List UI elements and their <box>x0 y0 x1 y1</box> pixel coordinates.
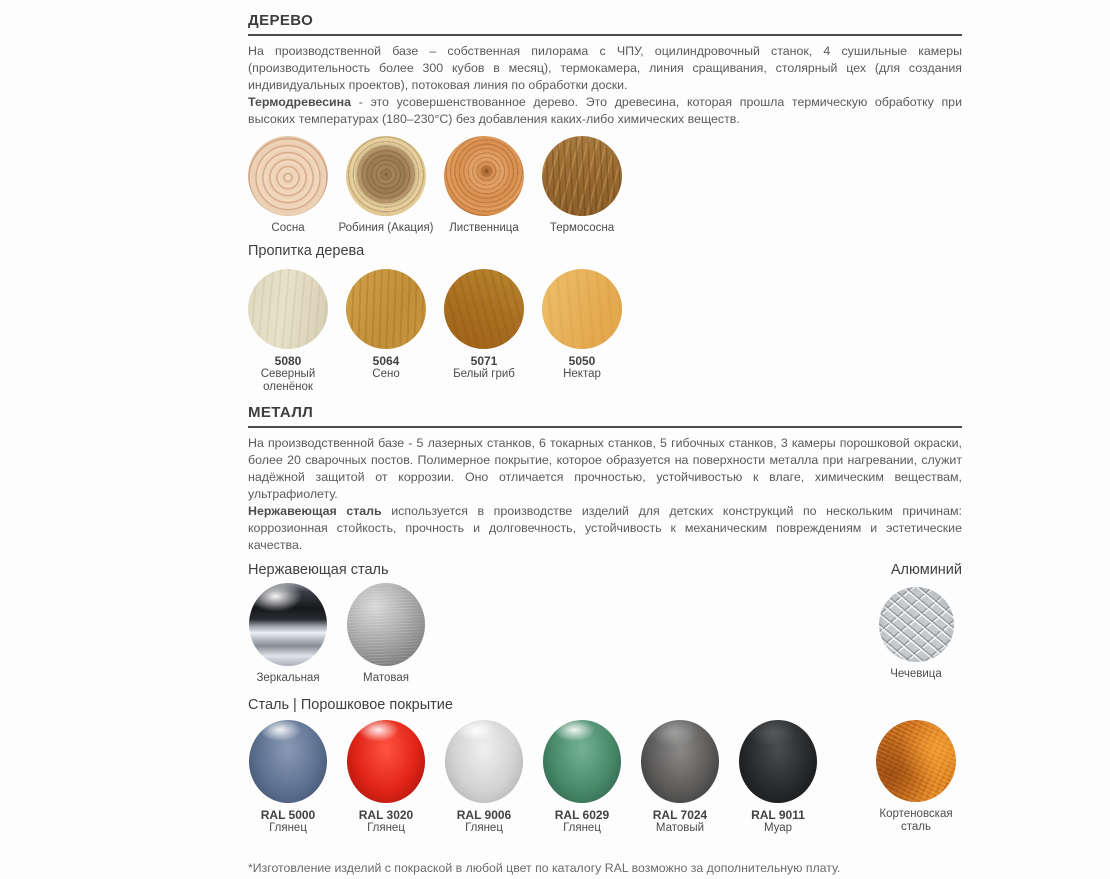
impregnation-swatch-5064 <box>337 269 435 381</box>
ral-3020-code: RAL 3020 <box>358 808 414 822</box>
matte-steel-sphere <box>347 583 425 666</box>
stainless-swatch-matte <box>337 583 435 685</box>
ral-6029-finish: Глянец <box>563 822 601 834</box>
ral-3020-finish: Глянец <box>367 822 405 834</box>
thermopine-slice-swatch <box>542 136 622 216</box>
ral-9011-finish: Муар <box>763 822 793 834</box>
powder-swatch-row <box>239 720 962 835</box>
ral-9006-sphere <box>445 720 523 803</box>
wood-swatch-robinia <box>337 136 435 235</box>
ral-5000-code: RAL 5000 <box>260 808 316 822</box>
ral-5000-finish: Глянец <box>269 822 307 834</box>
larch-slice-swatch <box>444 136 524 216</box>
ral-3020-sphere <box>347 720 425 803</box>
ral-9011-code: RAL 9011 <box>751 808 805 822</box>
thermowood-definition: - это усовершенствованное дерево. Это древесина, которая прошла термическую обработку при высоких температурах (180–230°С) без добавления каких-либо химических веществ. <box>248 95 962 126</box>
metal-paragraph-1: На производственной базе - 5 лазерных станков, 6 токарных станков, 5 гибочных станков, 3 камеры порошковой окраски, более 20 сварочных постов. Полимерное покрытие, которое образуется на поверхности металла при нагревании, служит надёжной защитой от коррозии. Оно отличается прочностью, устойчивостью к влаге, химическим веществам, ультрафиолету. <box>248 436 962 501</box>
aluminum-title: Алюминий <box>890 562 962 578</box>
stain-5064-swatch <box>346 269 426 349</box>
mirror-steel-sphere <box>249 583 327 666</box>
stain-5050-code: 5050 <box>568 354 596 368</box>
impregnation-title: Пропитка дерева <box>248 243 365 259</box>
wood-swatch-thermopine <box>533 136 631 235</box>
ral-9006-cell <box>435 720 533 835</box>
robinia-label: Робиния (Акация) <box>338 222 434 234</box>
powder-coating-title: Сталь | Порошковое покрытие <box>248 697 453 713</box>
wood-swatch-larch <box>435 136 533 235</box>
wood-paragraph-1: На производственной базе – собственная пилорама с ЧПУ, оцилиндровочный станок, 4 сушильные камеры (производительность более 300 кубов в месяц), термокамера, линия сращивания, столярный цех (для создания индивидуальных проектов), потоковая линия по обработки доски. <box>248 44 962 92</box>
metal-paragraph-2 <box>248 503 962 554</box>
ral-7024-sphere <box>641 720 719 803</box>
wood-section-text <box>248 43 962 128</box>
ral-9006-finish: Глянец <box>465 822 503 834</box>
ral-3020-cell <box>337 720 435 835</box>
ral-9011-sphere <box>739 720 817 803</box>
impregnation-swatch-5050 <box>533 269 631 381</box>
stainless-definition: используется в производстве изделий для детских конструкций по нескольким причинам: коррозионная стойкость, прочность и долговечность, устойчивость к механическим повреждениям и эстетические качества. <box>248 504 963 552</box>
ral-7024-finish: Матовый <box>655 822 705 834</box>
ral-7024-code: RAL 7024 <box>652 808 708 822</box>
stain-5050-swatch <box>542 269 622 349</box>
ral-9011-cell <box>729 720 827 835</box>
stain-5064-code: 5064 <box>372 354 400 368</box>
stain-5071-code: 5071 <box>470 354 498 368</box>
ral-6029-cell <box>533 720 631 835</box>
ral-7024-cell <box>631 720 729 835</box>
thermowood-term: Термодревесина <box>248 95 352 109</box>
mirror-steel-label: Зеркальная <box>256 672 320 684</box>
aluminum-swatch-cell <box>872 583 960 681</box>
impregnation-swatch-5080 <box>239 269 337 394</box>
stain-5080-name: Северный оленёнок <box>260 368 316 393</box>
ral-footnote: *Изготовление изделий с покраской в любой цвет по каталогу RAL возможно за дополнительную плату. <box>248 861 841 875</box>
corten-steel-cell <box>872 720 960 834</box>
wood-paragraph-2 <box>248 94 962 128</box>
content-column <box>248 0 962 875</box>
pine-label: Сосна <box>271 222 305 234</box>
wood-swatch-pine <box>239 136 337 235</box>
impregnation-swatch-5071 <box>435 269 533 381</box>
stainless-steel-title: Нержавеющая сталь <box>248 562 389 578</box>
metal-subheadings-row <box>248 562 962 578</box>
corten-steel-swatch <box>876 720 956 802</box>
stainless-swatch-mirror <box>239 583 337 685</box>
stain-5071-swatch <box>444 269 524 349</box>
ral-5000-sphere <box>249 720 327 803</box>
checker-plate-swatch <box>879 587 954 662</box>
ral-6029-code: RAL 6029 <box>554 808 610 822</box>
stain-5080-code: 5080 <box>274 354 302 368</box>
ral-9006-code: RAL 9006 <box>456 808 512 822</box>
impregnation-swatch-row <box>239 269 962 394</box>
stain-5071-name: Белый гриб <box>453 368 515 380</box>
stain-5050-name: Нектар <box>563 368 601 380</box>
wood-section-title: ДЕРЕВО <box>248 12 962 36</box>
matte-steel-label: Матовая <box>363 672 409 684</box>
corten-steel-label: Кортеновская сталь <box>879 808 953 833</box>
checker-plate-label: Чечевица <box>890 668 942 680</box>
stain-5080-swatch <box>248 269 328 349</box>
wood-swatch-row <box>239 136 962 235</box>
ral-5000-cell <box>239 720 337 835</box>
metal-section-title: МЕТАЛЛ <box>248 404 962 428</box>
larch-label: Лиственница <box>449 222 519 234</box>
stainless-term: Нержавеющая сталь <box>248 504 382 518</box>
thermopine-label: Термососна <box>549 222 615 234</box>
metal-section-text <box>248 435 962 554</box>
ral-6029-sphere <box>543 720 621 803</box>
metal-swatch-row <box>239 583 962 685</box>
robinia-slice-swatch <box>346 136 426 216</box>
pine-slice-swatch <box>248 136 328 216</box>
stain-5064-name: Сено <box>372 368 400 380</box>
